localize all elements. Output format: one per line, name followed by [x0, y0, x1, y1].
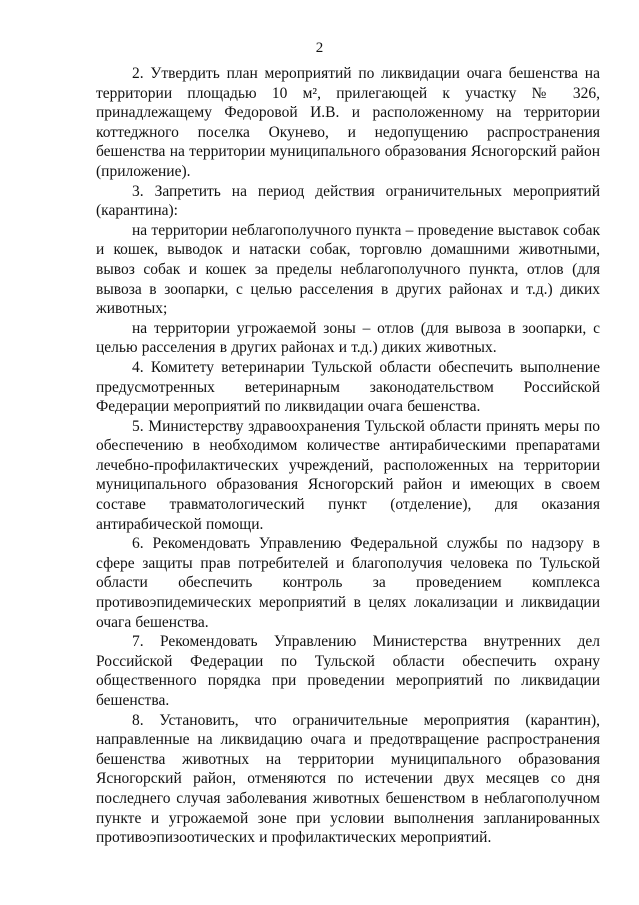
paragraph-item-8: 8. Установить, что ограничительные мероприятия (карантин), направленные на ликвидацию очага и предотвращение распространения бешенства животных на территории муниципального образования Ясногорский район, отменяются по истечении двух месяцев со дня последнего случая заболевания животных бешенством в неблагополучном пункте и угрожаемой зоне при условии выполнения запланированных противоэпизоотических и профилактических мероприятий.: [96, 711, 600, 847]
paragraph-item-6: 6. Рекомендовать Управлению Федеральной службы по надзору в сфере защиты прав потребителей и благополучия человека по Тульской области обеспечить контроль за проведением комплекса противоэпидемических мероприятий в целях локализации и ликвидации очага бешенства.: [96, 535, 600, 631]
paragraph-item-3-subitem-2: на территории угрожаемой зоны – отлов (для вывоза в зоопарки, с целью расселения в других районах и т.д.) диких животных.: [96, 319, 600, 357]
paragraph-item-7: 7. Рекомендовать Управлению Министерства внутренних дел Российской Федерации по Тульской области обеспечить охрану общественного порядка при проведении мероприятий по ликвидации бешенства.: [96, 633, 600, 709]
paragraph-item-3-subitem-1: на территории неблагополучного пункта – проведение выставок собак и кошек, выводок и натаски собак, торговлю домашними животными, вывоз собак и кошек за пределы неблагополучного пункта, отлов (для вывоза в зоопарки, с целью расселения в других районах и т.д.) диких животных;: [96, 221, 600, 318]
paragraph-item-5: 5. Министерству здравоохранения Тульской области принять меры по обеспечению в необходимом количестве антирабическими препаратами лечебно-профилактических учреждений, расположенных на территории муниципального образования Ясногорский район и имеющих в своем составе травматологический пункт (отделение), для оказания антирабической помощи.: [96, 417, 600, 533]
document-body: [96, 64, 600, 848]
paragraph-item-3: 3. Запретить на период действия ограничительных мероприятий (карантина):: [96, 182, 600, 220]
page-number: 2: [315, 40, 324, 56]
paragraph-item-4: 4. Комитету ветеринарии Тульской области обеспечить выполнение предусмотренных ветеринарным законодательством Российской Федерации мероприятий по ликвидации очага бешенства.: [96, 358, 600, 416]
paragraph-item-2: 2. Утвердить план мероприятий по ликвидации очага бешенства на территории площадью 10 м², прилегающей к участку № 326, принадлежащему Федоровой И.В. и расположенному на территории коттеджного поселка Окунево, и недопущению распространения бешенства на территории муниципального образования Ясногорский район (приложение).: [96, 65, 600, 180]
